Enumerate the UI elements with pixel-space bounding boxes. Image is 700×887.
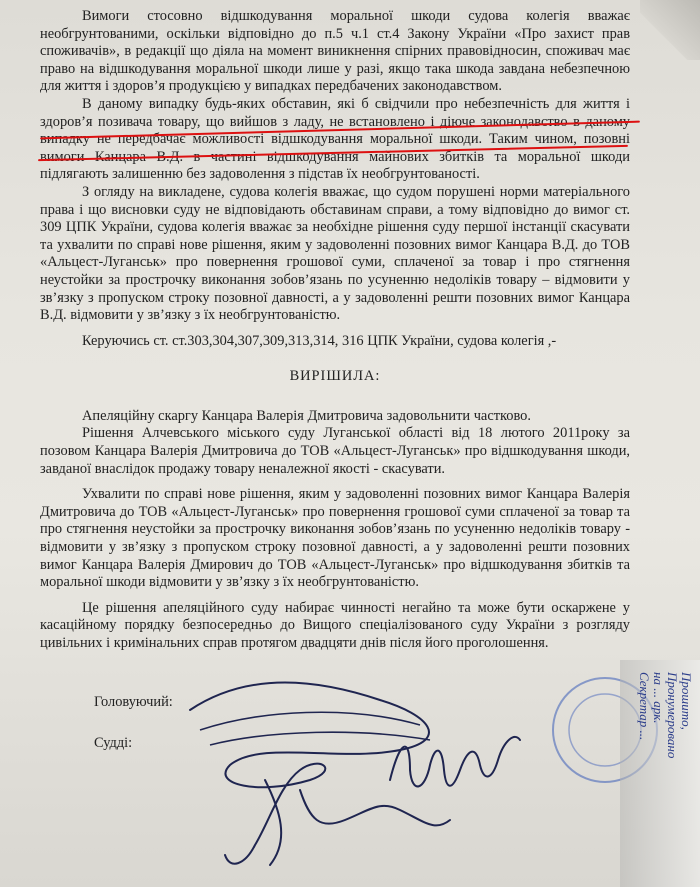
presiding-judge-label: Головуючий: — [94, 694, 173, 710]
judges-label: Судді: — [94, 735, 133, 751]
paragraph-moral-damage: Вимоги стосовно відшкодування моральної шкоди судова колегія вважає необгрунтованими, оскільки відповідно до п.5 ч.1 ст.4 Закону України «Про захист прав споживачів», в редакції що діяла на момент виникнення спірних правовідносин, споживач має право на відшкодування моральної шкоди лише у разі, якщо така шкода завдана небезпечною для життя і здоров’я продукцією у випадках передбачених законодавством. — [40, 8, 630, 95]
paragraph-appeal-granted: Апеляційну скаргу Канцара Валерія Дмитровича задовольнити частково. — [82, 407, 531, 424]
note-stitched: Прошито, — [679, 672, 694, 730]
paragraph-decision-cancelled: Рішення Алчевського міського суду Луганської області від 18 лютого 2011року за позовом Канцара Валерія Дмитровича до ТОВ «Альцест-Луганськ» про відшкодування шкоди, завданої внаслідок продажу товару неналежної якості - скасувати. — [40, 425, 630, 477]
paragraph-legal-basis: Керуючись ст. ст.303,304,307,309,313,314, 316 ЦПК України, судова колегія ,- — [82, 332, 557, 349]
note-numbered: Пронумеровано — [665, 672, 680, 759]
paragraph-no-evidence: В даному випадку будь-яких обставин, які б свідчили про небезпечність для життя і здоров’я позивача товару, що вийшов з ладу, не встановлено і діюче законодавство в даному випадку не передбачає можливості відшкодування моральної шкоди. Таким чином, позовні вимоги Канцара В.Д. в частині відшкодування майнових збитків та моральної шкоди підлягають залишенню без задоволення з підстав їх необгрунтованості. — [40, 95, 630, 183]
paragraph-new-decision: Ухвалити по справі нове рішення, яким у задоволенні позовних вимог Канцара Валерія Дмитровича до ТОВ «Альцест-Луганськ» про повернення грошової суми сплаченої за товар та про стягнення неустойки за прострочку виконання зобов’язань по усуненню недоліків товару - відмовити у зв’язку з пропуском строку позовної давності, а у задоволенні решти позовних вимог Канцара Валерія Дмирович до ТОВ «Альцест-Луганськ» про відшкодування збитків та моральної шкоди відмовити у зв’язку з їх необгрунтованістю. — [40, 486, 630, 591]
note-sheets: на ... арк. — [651, 672, 666, 724]
page-corner-fold — [640, 0, 700, 60]
signature-judge-2 — [380, 720, 530, 810]
note-secretary: Секретар ... — [637, 672, 652, 741]
document-body — [40, 8, 630, 653]
margin-certification-note — [637, 672, 700, 872]
decision-heading: ВИРІШИЛА: — [289, 368, 381, 385]
paragraph-conclusion: З огляду на викладене, судова колегія вважає, що судом порушені норми матеріального права і що висновки суду не відповідають обставинам справи, а тому відповідно до вимог ст. 309 ЦПК України, судова колегія вважає за необхідне рішення суду першої інстанції скасувати та ухвалити по справі нове рішення, яким у задоволенні позовних вимог Канцара В.Д. до ТОВ «Альцест-Луганськ» про повернення грошової суми, сплаченої за товар і про стягнення неустойки за прострочку виконання зобов’язань по усуненню недоліків товару – відмовити у зв’язку з пропуском строку позовної давності, а у задоволенні решти позовних вимог Канцара В.Д. відмовити у зв’язку з їх необгрунтованістю. — [40, 183, 630, 324]
paragraph-appeal-procedure: Це рішення апеляційного суду набирає чинності негайно та може бути оскаржене у касаційному порядку безпосередньо до Вищого спеціалізованого суду України з розгляду цивільних і кримінальних справ протягом двадцяти днів після його проголошення. — [40, 599, 630, 651]
